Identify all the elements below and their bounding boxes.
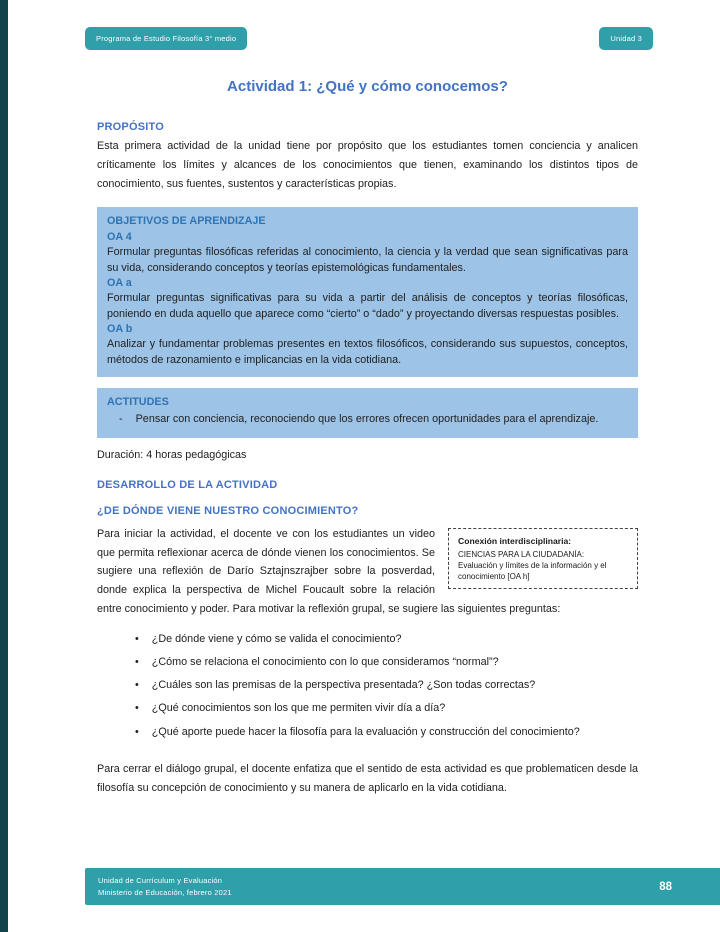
unit-tab: Unidad 3 — [599, 27, 653, 50]
oa-text: Formular preguntas significativas para su vida a partir del análisis de conceptos y teorías filosóficas, poniendo en duda aquello que aparece como “cierto” o “dado” y proyectando diversas respuestas posibles. — [107, 292, 628, 320]
objetivos-heading: OBJETIVOS DE APRENDIZAJE — [107, 214, 266, 227]
intro-block — [97, 525, 638, 619]
question-text: ¿Qué conocimientos son los que me permiten vivir día a día? — [151, 702, 446, 715]
question-text: ¿De dónde viene y cómo se valida el conocimiento? — [151, 633, 402, 646]
interdisciplinary-connection-box — [448, 528, 638, 590]
list-item — [135, 725, 638, 740]
oa-code: OA b — [107, 322, 133, 335]
sidebox-title: Conexión interdisciplinaria: — [458, 535, 572, 546]
sidebox-subject: CIENCIAS PARA LA CIUDADANÍA: — [458, 549, 585, 559]
actitudes-heading: ACTITUDES — [107, 395, 169, 408]
oa-text: Formular preguntas filosóficas referidas al conocimiento, la ciencia y la verdad que sean significativas para su vida, considerando conceptos y teorías epistemológicas fundamentales. — [107, 246, 628, 274]
page-footer — [85, 868, 720, 905]
list-item — [135, 655, 638, 670]
question-text: ¿Qué aporte puede hacer la filosofía para la evaluación y construcción del conocimiento? — [151, 725, 580, 738]
objetivos-box — [97, 207, 638, 377]
oa-code: OA a — [107, 276, 132, 289]
desarrollo-heading: DESARROLLO DE LA ACTIVIDAD — [97, 478, 278, 491]
page-left-border — [0, 0, 8, 932]
question-text: ¿Cuáles son las premisas de la perspectiva presentada? ¿Son todas correctas? — [151, 679, 536, 692]
list-item — [135, 632, 638, 647]
bullet-marker: • — [135, 679, 139, 692]
section-heading: ¿DE DÓNDE VIENE NUESTRO CONOCIMIENTO? — [97, 504, 359, 517]
question-text: ¿Cómo se relaciona el conocimiento con lo que consideramos “normal”? — [151, 656, 499, 669]
actitudes-item-text: Pensar con conciencia, reconociendo que los errores ofrecen oportunidades para el aprendizaje. — [135, 413, 599, 426]
footer-line1: Unidad de Currículum y Evaluación — [98, 875, 223, 885]
bullet-marker: • — [135, 633, 139, 646]
list-item — [135, 678, 638, 693]
page-header — [85, 27, 653, 50]
page-number: 88 — [659, 880, 672, 893]
footer-credits — [85, 875, 232, 898]
bullet-marker: • — [135, 725, 139, 738]
proposito-paragraph: Esta primera actividad de la unidad tiene por propósito que los estudiantes tomen conciencia y analicen críticamente los límites y alcances de los conocimientos que tienen, examinando los distintos tipos de conocimiento, sus fuentes, sustentos y características propias. — [97, 140, 638, 190]
page-content — [97, 70, 638, 810]
list-item — [135, 701, 638, 716]
bullet-marker: • — [135, 656, 139, 669]
proposito-heading: PROPÓSITO — [97, 121, 164, 133]
actitudes-item — [107, 411, 628, 428]
activity-title: Actividad 1: ¿Qué y cómo conocemos? — [227, 78, 508, 95]
footer-line2: Ministerio de Educación, febrero 2021 — [98, 887, 232, 897]
question-list — [97, 632, 638, 740]
oa-code: OA 4 — [107, 231, 132, 243]
actitudes-box — [97, 388, 638, 438]
duration-text: Duración: 4 horas pedagógicas — [97, 448, 247, 461]
oa-text: Analizar y fundamentar problemas presentes en textos filosóficos, considerando sus supuestos, conceptos, métodos de razonamiento e implicancias en la vida cotidiana. — [107, 338, 628, 366]
sidebox-detail: Evaluación y límites de la información y el conocimiento [OA h] — [458, 560, 607, 582]
closing-paragraph: Para cerrar el diálogo grupal, el docente enfatiza que el sentido de esta actividad es que problematicen desde la filosofía su concepción de conocimiento y su manera de aplicarlo en la vida cotidiana. — [97, 762, 638, 794]
bullet-marker: • — [135, 702, 139, 715]
program-tab: Programa de Estudio Filosofía 3° medio — [85, 27, 247, 50]
intro-paragraph: Para iniciar la actividad, el docente ve con los estudiantes un video que permita reflexionar acerca de dónde vienen los conocimientos. Se sugiere una reflexión de Darío Sztajnszrajber sobre la posverdad, donde explica la perspectiva de Michel Foucault sobre la relación entre conocimiento y poder. Para motivar la reflexión grupal, se sugiere las siguientes preguntas: — [97, 527, 561, 616]
dash-marker: - — [119, 413, 123, 426]
